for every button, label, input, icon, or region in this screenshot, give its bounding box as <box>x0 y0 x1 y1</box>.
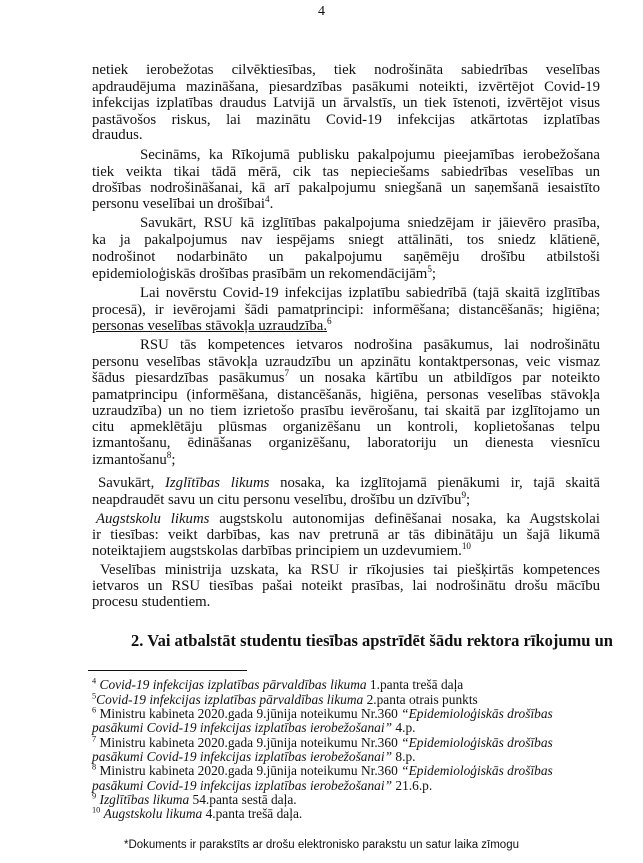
footnote-line <box>92 807 302 821</box>
text-line <box>92 543 600 559</box>
text-run: 4.p. <box>392 720 416 735</box>
text-line <box>96 511 600 527</box>
text-line <box>92 112 600 128</box>
text-line <box>92 403 600 419</box>
text-run: procesu studentiem. <box>92 594 211 610</box>
text-line <box>92 196 600 212</box>
text-run: 2.panta otrais punkts <box>363 692 478 707</box>
text-run: 1.panta trešā daļa <box>366 677 464 692</box>
footnote-line <box>92 764 553 778</box>
text-run: pasākumi Covid-19 infekcijas izplatības ierobežošanai” <box>92 778 393 793</box>
footnote-separator <box>88 670 247 671</box>
text-line <box>92 452 600 468</box>
text-run: Savukārt, RSU kā izglītības pakalpojuma sniedzējam ir jāievēro prasība, <box>140 215 600 231</box>
text-line <box>92 164 600 180</box>
text-run: nosaka, ka izglītojamā pienākumi ir, tajā skaitā <box>269 475 600 491</box>
text-line <box>92 419 600 435</box>
text-line <box>92 354 600 370</box>
text-run: personu veselībai un drošībai <box>92 196 266 212</box>
text-run: personu veselības stāvokļa uzraudzību un apzinātu kontaktpersonas, veic vismaz <box>92 354 600 370</box>
text-line <box>92 62 600 78</box>
footnote-line <box>92 678 463 692</box>
text-line <box>92 232 600 248</box>
footnote-reference: 10 <box>461 541 471 552</box>
text-run: un nosaka kārtību un atbildīgos par noteikto <box>289 370 600 386</box>
text-run: personas veselības stāvokļa uzraudzība. <box>92 318 328 334</box>
text-run: 54.panta sestā daļa. <box>189 792 297 807</box>
text-run: Izglītības likums <box>164 475 270 491</box>
footnote-line <box>92 707 553 721</box>
text-run: Augstskolu likuma <box>103 806 203 821</box>
text-line <box>140 285 600 301</box>
text-run: pasākumi Covid-19 infekcijas izplatības ierobežošanai” <box>92 720 393 735</box>
text-run: noteiktajiem augstskolas darbības principiem un uzdevumiem. <box>92 543 462 559</box>
text-run: neapdraudēt savu un citu personu veselību, drošību un dzīvību <box>92 492 462 508</box>
text-run: netiek ierobežotas cilvēktiesības, tiek nodrošināta sabiedrības veselības <box>92 62 600 78</box>
text-run: izmantošanu, ēdināšanas organizēšanu, laboratoriju un dienesta viesnīcu <box>92 435 600 451</box>
text-run: “Epidemioloģiskās drošības <box>401 763 553 778</box>
text-line <box>92 594 600 610</box>
text-line <box>92 127 600 143</box>
text-line <box>92 435 600 451</box>
text-run: pasākumi Covid-19 infekcijas izplatības ierobežošanai” <box>92 749 393 764</box>
footnote-line <box>92 793 297 807</box>
text-run: pastāvošos riskus, lai mazinātu Covid-19 infekcijas atkārtotas izplatības <box>92 112 600 128</box>
footnote-reference: 4 <box>92 676 97 686</box>
text-line <box>92 527 600 543</box>
text-run: citu apmeklētāju plūsmas organizēšanu un kontroli, koplietošanas telpu <box>92 419 600 435</box>
text-run: procesā), ir ievērojami šādi pamatprincipi: informēšana; distancēšanās; higiēna; <box>92 302 600 318</box>
text-line <box>100 562 600 578</box>
footnote-reference: 6 <box>92 705 97 715</box>
text-run: infekcijas izplatības draudus Latvijā un ārvalstīs, un tiek īstenoti, izvērtējot visus <box>92 95 600 111</box>
text-line <box>92 249 600 265</box>
text-run: izmantošanu <box>92 452 167 468</box>
text-run: RSU tās kompetences ietvaros nodrošina pasākumus, lai nodrošinātu <box>140 337 600 353</box>
footnote-line <box>92 736 553 750</box>
text-line <box>92 370 600 386</box>
text-run: ; <box>171 452 176 468</box>
text-run: pamatprincipu (informēšana, distancēšanās, higiēna, personas veselības stāvokļa <box>92 387 600 403</box>
text-line <box>140 147 600 163</box>
text-run: ka ja pakalpojumus nav iespējams sniegt attālināti, tos sniedz klātienē, <box>92 232 600 248</box>
text-line <box>92 95 600 111</box>
text-run: Secināms, ka Rīkojumā publisku pakalpojumu pieejamības ierobežošana <box>140 147 600 163</box>
text-run: Ministru kabineta 2020.gada 9.jūnija noteikumu Nr.360 <box>96 706 402 721</box>
text-line <box>92 180 600 196</box>
text-run: apdraudējuma mazināšana, piesardzības pasākumi noteikti, izvērtējot Covid-19 <box>92 79 600 95</box>
text-run: nodrošinot nodarbināto un pakalpojumu saņēmēju drošību atbilstoši <box>92 249 600 265</box>
text-run: ietvaros un RSU tiesības pašai noteikt prasības, lai nodrošinātu drošu mācību <box>92 578 600 594</box>
text-run: Covid-19 infekcijas izplatības pārvaldības likuma <box>99 677 367 692</box>
text-run: Ministru kabineta 2020.gada 9.jūnija noteikumu Nr.360 <box>96 735 402 750</box>
text-line <box>92 492 600 508</box>
text-run: Covid-19 infekcijas izplatības pārvaldības likuma <box>96 692 364 707</box>
text-run: Izglītības likuma <box>99 792 190 807</box>
footnote-line <box>92 750 415 764</box>
text-run: epidemioloģiskās drošības prasībām un rekomendācijām <box>92 266 428 282</box>
footnote-reference: 8 <box>166 450 172 461</box>
footnote-reference: 8 <box>92 762 97 772</box>
text-line <box>98 475 600 491</box>
text-run: ir tiesības: veikt darbības, kas nav pretrunā ar tās dibinātāju un šajā likumā <box>92 527 600 543</box>
text-run: “Epidemioloģiskās drošības <box>401 706 553 721</box>
text-run: “Epidemioloģiskās drošības <box>401 735 553 750</box>
text-run: Veselības ministrija uzskata, ka RSU ir rīkojusies tai piešķirtās kompetences <box>100 562 600 578</box>
text-line <box>140 337 600 353</box>
footnote-line <box>92 721 415 735</box>
text-run: draudus. <box>92 127 143 143</box>
text-run: 8.p. <box>392 749 416 764</box>
text-line <box>140 215 600 231</box>
text-run: Augstskolu likums <box>96 511 210 527</box>
footnote-reference: 10 <box>92 805 101 815</box>
footnote-reference: 4 <box>265 194 270 205</box>
text-line <box>92 266 600 282</box>
text-run: Lai novērstu Covid-19 infekcijas izplatību sabiedrībā (tajā skaitā izglītības <box>140 285 600 301</box>
text-run: uzraudzība) un no tiem izrietošo prasību ievērošanu, tai skaitā par izglītojamo un <box>92 403 600 419</box>
footnote-reference: 5 <box>427 264 432 275</box>
footnote-line <box>92 693 478 707</box>
footnote-reference: 7 <box>284 368 290 379</box>
text-line <box>92 387 600 403</box>
text-run: ; <box>466 492 471 508</box>
footnote-line <box>92 779 432 793</box>
text-line <box>92 578 600 594</box>
text-run: Ministru kabineta 2020.gada 9.jūnija noteikumu Nr.360 <box>96 763 402 778</box>
footnote-reference: 9 <box>92 791 97 801</box>
footnote-reference: 6 <box>327 316 332 327</box>
text-run: ; <box>431 266 437 282</box>
text-run: 4.panta trešā daļa. <box>202 806 303 821</box>
text-line <box>92 318 600 334</box>
text-run: šādus piesardzības pasākumus <box>92 370 285 386</box>
text-run: . <box>269 196 274 212</box>
footnote-reference: 5 <box>92 691 97 701</box>
text-run: drošības nodrošināšanai, kā arī pakalpojumu sniegšanā un saņemšanā iesaistīto <box>92 180 600 196</box>
section-heading: 2. Vai atbalstāt studentu tiesības apstrīdēt šādu rektora rīkojumu un <box>131 631 613 650</box>
footnote-reference: 9 <box>461 490 467 501</box>
signature-notice: *Dokuments ir parakstīts ar drošu elektronisko parakstu un satur laika zīmogu <box>123 839 519 851</box>
page-number: 4 <box>318 4 325 19</box>
text-run: augstskolu autonomijas definēšanai nosaka, ka Augstskolai <box>209 511 600 527</box>
footnote-reference: 7 <box>92 734 97 744</box>
text-run: Savukārt, <box>98 475 165 491</box>
text-line <box>92 302 600 318</box>
text-run: tiek veikta tikai tādā mērā, cik tas nepieciešams sabiedrības veselības un <box>92 164 600 180</box>
text-run: 21.6.p. <box>392 778 433 793</box>
text-line <box>92 79 600 95</box>
